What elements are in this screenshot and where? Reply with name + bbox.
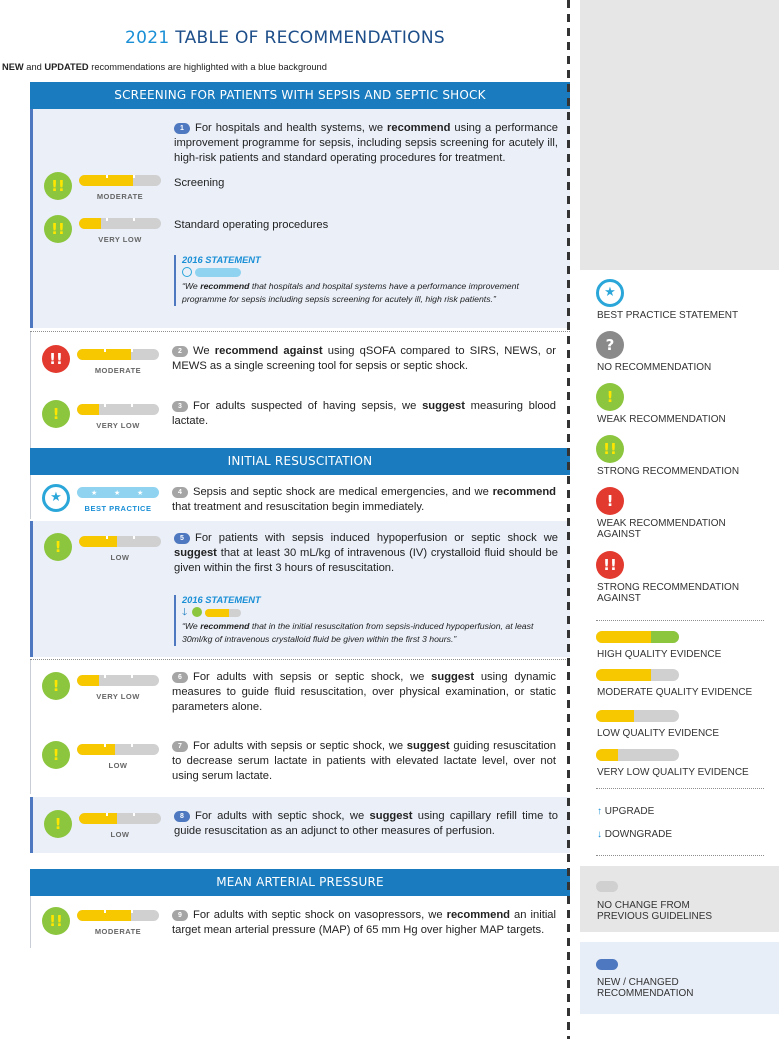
rec-block-8 xyxy=(30,797,570,853)
legend-strong: STRONG RECOMMENDATION xyxy=(597,466,740,477)
evidence-bar-low xyxy=(596,710,679,722)
section-header: SCREENING FOR PATIENTS WITH SEPSIS AND SEPTIC SHOCK xyxy=(30,82,570,109)
weak-recommendation-icon: ! xyxy=(42,400,70,428)
legend-best-practice: BEST PRACTICE STATEMENT xyxy=(597,310,739,321)
strong-recommendation-icon: !! xyxy=(44,172,72,200)
legend-weak: WEAK RECOMMENDATION xyxy=(597,414,726,425)
divider xyxy=(596,855,764,856)
section-mean-arterial-pressure xyxy=(30,869,570,936)
sub-item-screening: Screening xyxy=(174,177,225,189)
divider xyxy=(596,788,764,789)
rec-block-7 xyxy=(30,724,570,794)
weak-recommendation-icon: ! xyxy=(596,383,624,411)
downgrade-arrow-icon: ↓ xyxy=(597,829,602,840)
new-changed-pill xyxy=(596,959,618,970)
section-screening xyxy=(30,82,570,430)
quality-label: LOW xyxy=(108,761,128,770)
legend-new-changed: NEW / CHANGED RECOMMENDATION xyxy=(597,977,694,999)
rec-block-3 xyxy=(30,387,570,449)
statement-2016: 2016 STATEMENT 🡓 “We recommend that in the initial resuscitation from sepsis-induced hypoperfusion, at least 30ml/kg of intravenous crystalloid fluid be given within the first 3 hours.” xyxy=(174,595,558,646)
rec-text-5: 5 For patients with sepsis induced hypoperfusion or septic shock we suggest that at least 30 mL/kg of intravenous (IV) crystalloid fluid should be given within the first 3 hours of resuscitation. xyxy=(174,532,558,574)
legend-very-low-quality: VERY LOW QUALITY EVIDENCE xyxy=(597,767,749,778)
strong-recommendation-icon: !! xyxy=(596,435,624,463)
no-change-pill xyxy=(596,881,618,892)
weak-recommendation-icon: ! xyxy=(42,672,70,700)
weak-recommendation-icon: ! xyxy=(44,533,72,561)
weak-recommendation-icon: ! xyxy=(42,741,70,769)
section-header: MEAN ARTERIAL PRESSURE xyxy=(30,869,570,896)
rec-block-4 xyxy=(30,475,570,519)
evidence-bar-low xyxy=(77,744,159,755)
section-initial-resuscitation xyxy=(30,448,570,839)
rec-block-6 xyxy=(30,660,570,724)
evidence-bar-moderate xyxy=(77,349,159,360)
upgrade-arrow-icon: ↑ xyxy=(597,806,602,817)
legend-panel xyxy=(580,0,779,1039)
evidence-bar-moderate xyxy=(596,669,679,681)
best-practice-icon xyxy=(182,267,192,277)
rec-block-9 xyxy=(30,896,570,948)
legend-high-quality: HIGH QUALITY EVIDENCE xyxy=(597,649,722,660)
legend-header-bg xyxy=(580,0,779,270)
evidence-bar-very-low xyxy=(79,218,161,229)
strong-recommendation-icon: !! xyxy=(42,907,70,935)
best-practice-icon: ★ xyxy=(596,279,624,307)
statement-2016: 2016 STATEMENT “We recommend that hospitals and hospital systems have a performance improvement programme for sepsis including sepsis screening for acutely ill, high risk patients.” xyxy=(174,255,558,306)
legend-new-box xyxy=(580,942,779,1014)
divider xyxy=(596,620,764,621)
legend-no-change: NO CHANGE FROM PREVIOUS GUIDELINES xyxy=(597,900,713,922)
strong-against-icon: !! xyxy=(42,345,70,373)
downgrade-arrow-icon: 🡓 xyxy=(182,607,188,618)
legend-strong-against: STRONG RECOMMENDATION AGAINST xyxy=(597,582,740,604)
rec-text-4: 4 Sepsis and septic shock are medical emergencies, and we recommend that treatment and resuscitation begin immediately. xyxy=(172,486,556,513)
strong-recommendation-icon xyxy=(192,607,202,617)
intro-note: NEW and UPDATED recommendations are highlighted with a blue background xyxy=(2,62,327,72)
evidence-bar-high xyxy=(596,631,679,643)
legend-upgrade: ↑ UPGRADE xyxy=(597,806,655,817)
quality-label: BEST PRACTICE xyxy=(84,504,152,513)
quality-label: VERY LOW xyxy=(98,235,142,244)
rec-text-1: 1 For hospitals and health systems, we recommend using a performance improvement programme for sepsis, including sepsis screening for acutely ill, high-risk patients and standard operating procedures for treatment. xyxy=(174,122,558,164)
quality-label: MODERATE xyxy=(96,192,144,201)
quality-label: VERY LOW xyxy=(96,421,140,430)
evidence-bar-low xyxy=(79,536,161,547)
rec-text-9: 9 For adults with septic shock on vasopressors, we recommend an initial target mean arterial pressure (MAP) of 65 mm Hg over higher MAP targets. xyxy=(172,909,557,936)
section-header: INITIAL RESUSCITATION xyxy=(30,448,570,475)
legend-moderate-quality: MODERATE QUALITY EVIDENCE xyxy=(597,687,753,698)
rec-block-1 xyxy=(30,109,570,328)
evidence-bar-best-practice: ★ ★ ★ xyxy=(77,487,159,498)
quality-label: MODERATE xyxy=(94,927,142,936)
evidence-bar-moderate xyxy=(77,910,159,921)
quality-label: LOW xyxy=(110,830,130,839)
best-practice-icon: ★ xyxy=(42,484,70,512)
legend-downgrade: ↓ DOWNGRADE xyxy=(597,829,673,840)
evidence-bar-best-practice xyxy=(195,268,241,277)
rec-text-7: 7 For adults with sepsis or septic shock, we suggest guiding resuscitation to decrease serum lactate in patients with elevated lactate level, over not using serum lactate. xyxy=(172,740,556,782)
rec-block-2 xyxy=(30,332,570,387)
evidence-bar-very-low xyxy=(596,749,679,761)
strong-against-icon: !! xyxy=(596,551,624,579)
question-icon: ? xyxy=(596,331,624,359)
legend-no-recommendation: NO RECOMMENDATION xyxy=(597,362,712,373)
evidence-bar-very-low xyxy=(77,404,159,415)
rec-text-6: 6 For adults with sepsis or septic shock, we suggest using dynamic measures to guide fluid resuscitation, over physical examination, or static parameters alone. xyxy=(172,671,556,713)
quality-label: VERY LOW xyxy=(96,692,140,701)
evidence-bar-moderate xyxy=(79,175,161,186)
legend-low-quality: LOW QUALITY EVIDENCE xyxy=(597,728,720,739)
strong-recommendation-icon: !! xyxy=(44,215,72,243)
page-title: 2021 TABLE OF RECOMMENDATIONS xyxy=(125,28,445,48)
legend-no-change-box xyxy=(580,866,779,932)
sub-item-sop: Standard operating procedures xyxy=(174,219,329,231)
evidence-bar-very-low xyxy=(77,675,159,686)
rec-text-3: 3 For adults suspected of having sepsis, we suggest measuring blood lactate. xyxy=(172,400,557,427)
evidence-bar-moderate xyxy=(205,609,241,617)
legend-weak-against: WEAK RECOMMENDATION AGAINST xyxy=(597,518,726,540)
rec-block-5 xyxy=(30,521,570,657)
evidence-bar-low xyxy=(79,813,161,824)
rec-text-2: 2 We recommend against using qSOFA compared to SIRS, NEWS, or MEWS as a single screening tool for sepsis or septic shock. xyxy=(172,345,556,372)
rec-text-8: 8 For adults with septic shock, we suggest using capillary refill time to guide resuscitation as an adjunct to other measures of perfusion. xyxy=(174,810,558,837)
quality-label: LOW xyxy=(110,553,130,562)
weak-against-icon: ! xyxy=(596,487,624,515)
legend-separator xyxy=(567,0,570,1039)
weak-recommendation-icon: ! xyxy=(44,810,72,838)
quality-label: MODERATE xyxy=(94,366,142,375)
